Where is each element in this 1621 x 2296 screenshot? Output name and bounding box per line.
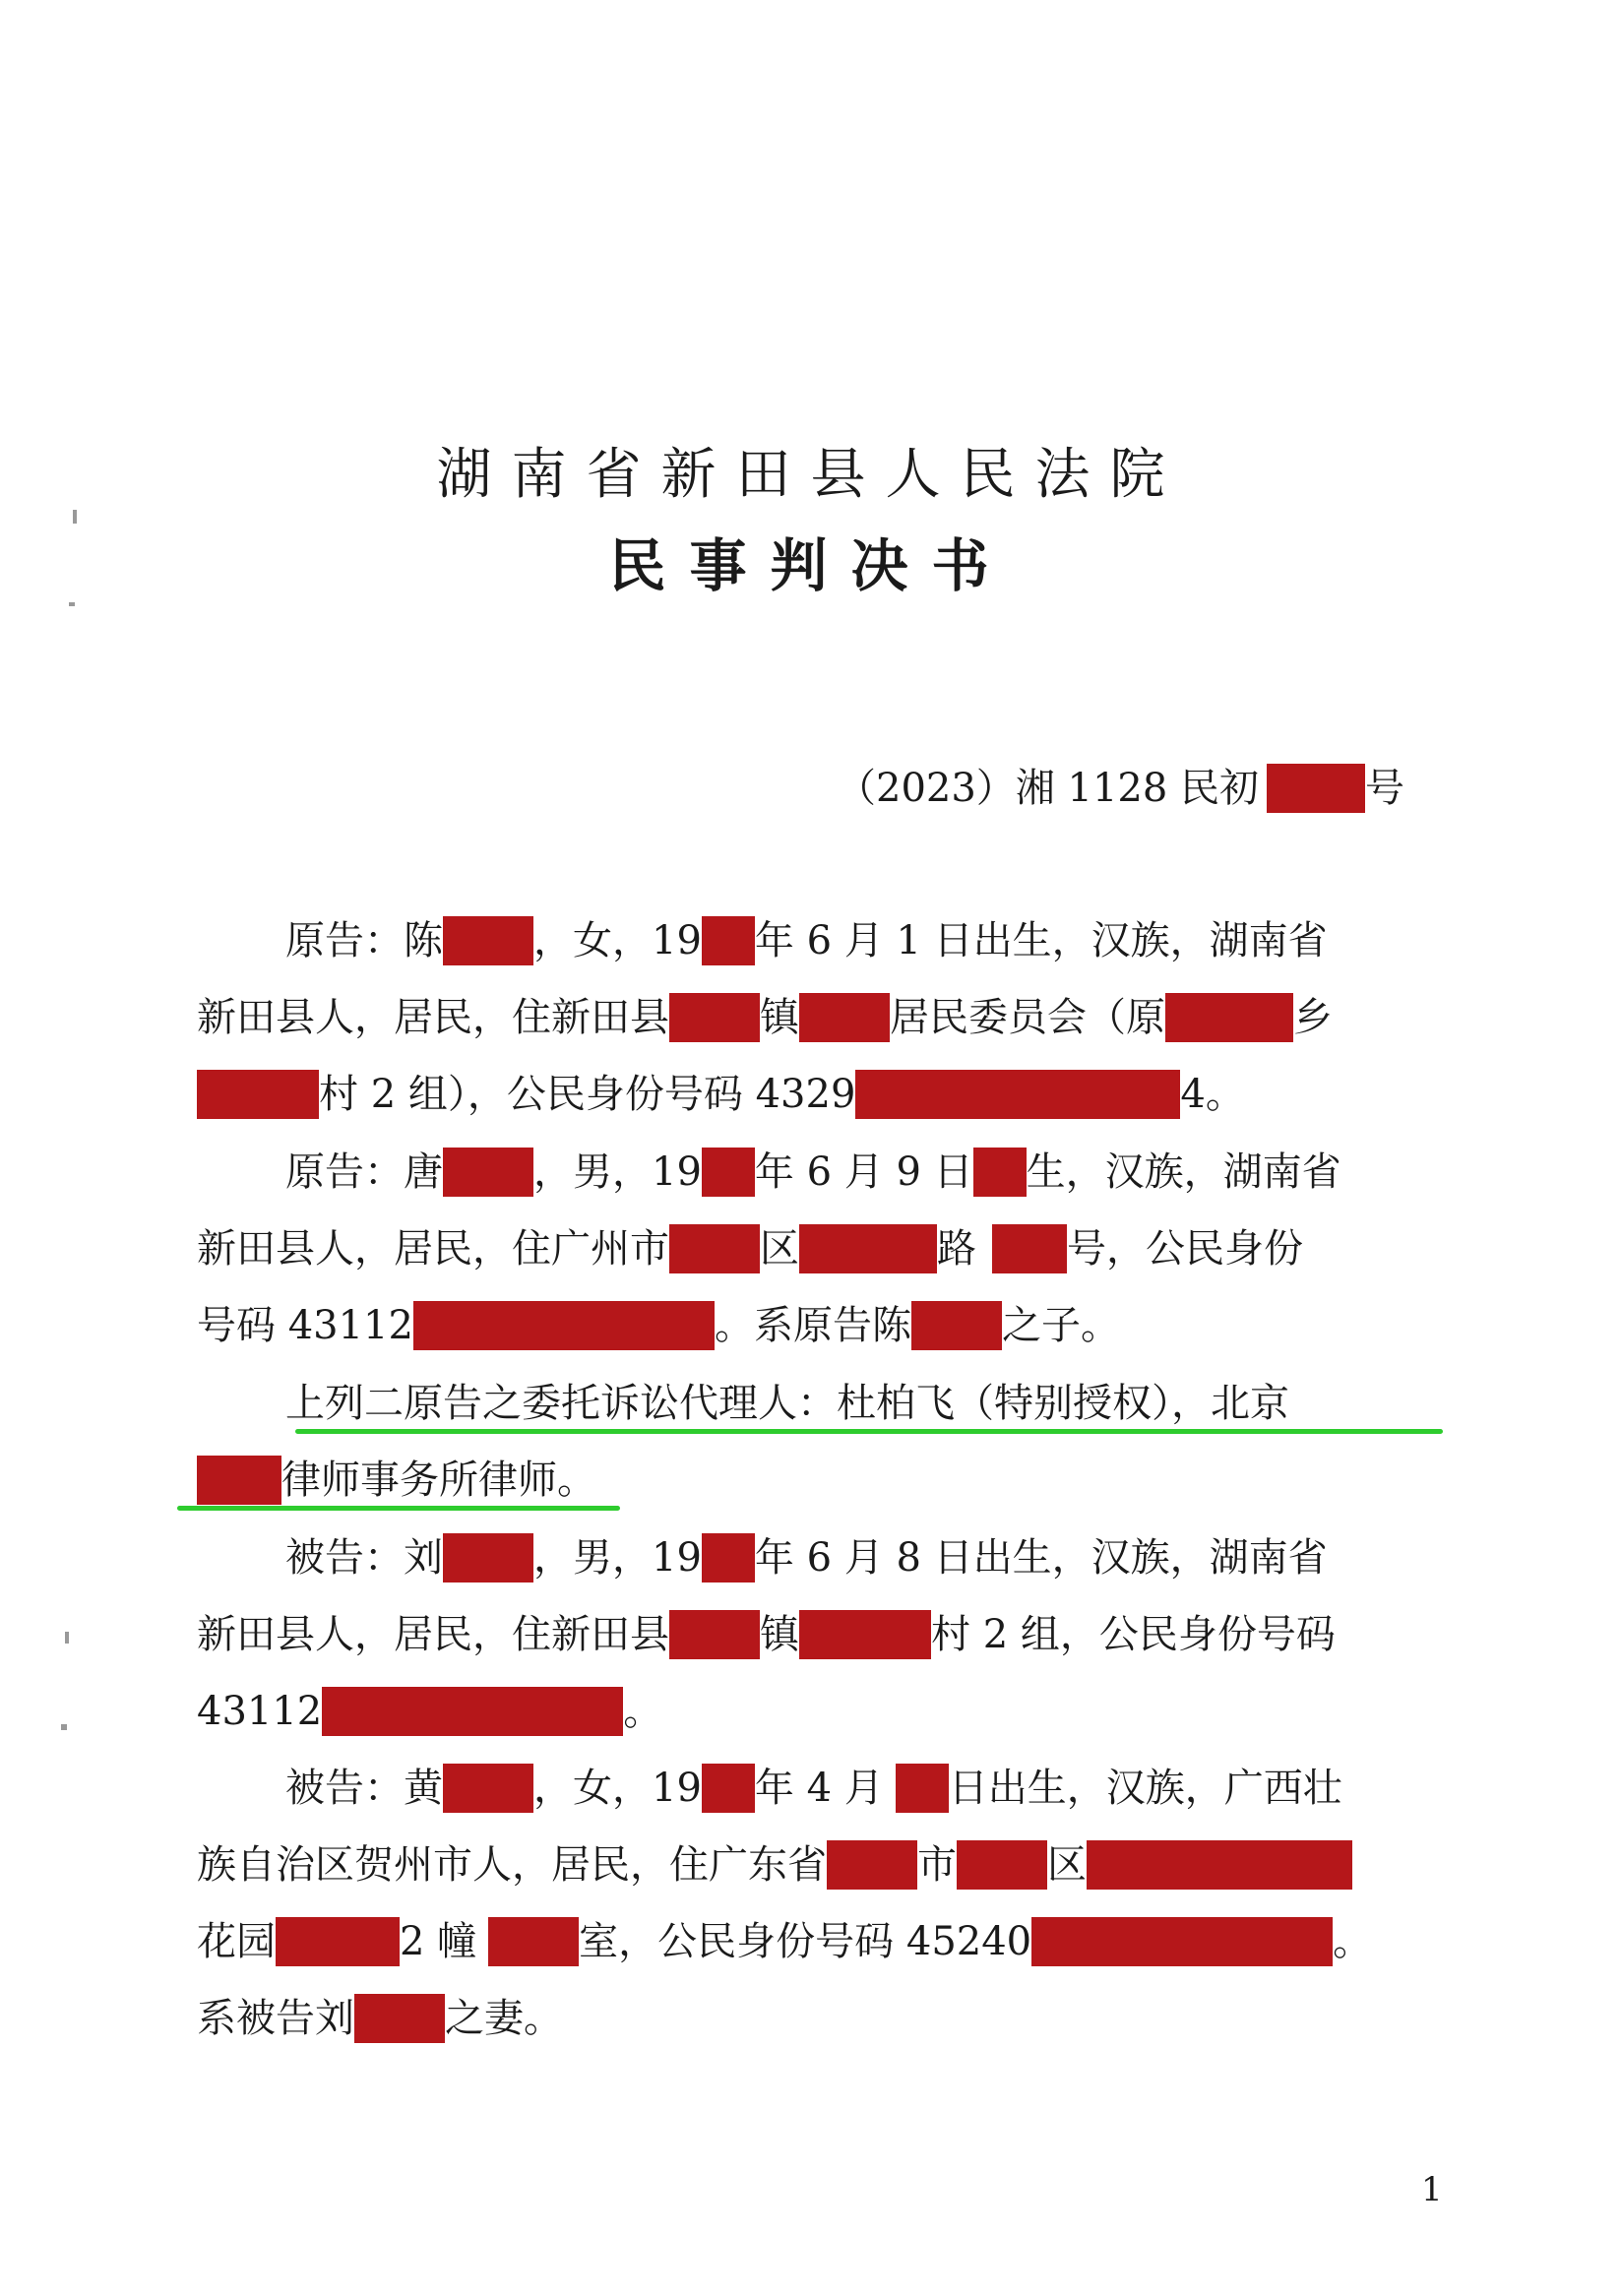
text-fragment: 系被告刘 (197, 1996, 354, 2041)
text-fragment: 日出生，汉族，广西壮 (948, 1766, 1342, 1811)
text-fragment: 年 6 月 1 日出生，汉族，湖南省 (754, 918, 1328, 963)
text-fragment: 路 (937, 1226, 976, 1272)
redaction-block (702, 916, 755, 965)
text-fragment: ，男，19 (533, 1535, 702, 1581)
text-fragment: ，女，19 (533, 918, 702, 963)
green-underline (295, 1429, 1443, 1434)
text-fragment: 区 (1047, 1842, 1087, 1888)
redaction-block (973, 1148, 1027, 1197)
text-fragment: 之妻。 (445, 1996, 563, 2041)
court-name: 湖南省新田县人民法院 (436, 443, 1185, 507)
plaintiff2-line1 (285, 1147, 1341, 1198)
text-fragment: 生，汉族，湖南省 (1026, 1149, 1341, 1195)
text-fragment: ，男，19 (533, 1149, 702, 1195)
text-fragment: 室，公民身份号码 45240 (579, 1919, 1032, 1964)
defendant1-line2 (197, 1609, 1336, 1660)
text-fragment: 乡 (1293, 995, 1333, 1040)
redaction-block (1267, 764, 1365, 813)
document-type-title: 民事判决书 (608, 532, 1013, 599)
redaction-block (488, 1917, 579, 1966)
redaction-block (957, 1840, 1047, 1890)
text-fragment: 原告：陈 (285, 918, 443, 963)
text-fragment: 族自治区贺州市人，居民，住广东省 (197, 1842, 827, 1888)
text-fragment: 。系原告陈 (714, 1303, 911, 1348)
redaction-block (1087, 1840, 1352, 1890)
defendant2-line4 (197, 1993, 563, 2044)
text-fragment: 新田县人，居民，住新田县 (197, 995, 669, 1040)
redaction-block (443, 1533, 533, 1582)
defendant1-line1 (285, 1532, 1328, 1583)
redaction-block (1031, 1917, 1333, 1966)
case-number (837, 763, 1404, 814)
redaction-block (443, 1148, 533, 1197)
text-fragment: ，女，19 (533, 1766, 702, 1811)
text-fragment: 花园 (197, 1919, 276, 1964)
plaintiff1-line1 (285, 915, 1328, 966)
text-fragment: 号 (1365, 766, 1405, 811)
redaction-block (197, 1456, 281, 1505)
redaction-block (799, 1224, 937, 1273)
defendant2-line1 (285, 1763, 1342, 1814)
text-fragment: 年 6 月 8 日出生，汉族，湖南省 (754, 1535, 1328, 1581)
redaction-block (799, 993, 890, 1042)
text-fragment: 镇 (760, 995, 799, 1040)
redaction-block (443, 1764, 533, 1813)
text-fragment: 。 (623, 1689, 663, 1734)
redaction-block (896, 1764, 949, 1813)
redaction-block (413, 1301, 715, 1350)
redaction-block (702, 1764, 755, 1813)
text-fragment: 2 幢 (400, 1919, 477, 1964)
plaintiff2-line2 (197, 1223, 1303, 1274)
plaintiff2-line3 (197, 1300, 1120, 1351)
scan-speck (61, 1724, 67, 1730)
redaction-block (197, 1070, 319, 1119)
page-number: 1 (1421, 2170, 1443, 2209)
redaction-block (1165, 993, 1293, 1042)
redaction-block (276, 1917, 400, 1966)
text-fragment: 被告：黄 (285, 1766, 443, 1811)
text-fragment: 新田县人，居民，住新田县 (197, 1612, 669, 1657)
text-fragment: 之子。 (1001, 1303, 1120, 1348)
agent-line1 (285, 1378, 1289, 1429)
text-fragment: 新田县人，居民，住广州市 (197, 1226, 669, 1272)
scan-speck (65, 1632, 69, 1644)
redaction-block (669, 1610, 760, 1659)
text-fragment: 村 2 组），公民身份号码 4329 (319, 1072, 856, 1117)
text-fragment: 区 (760, 1226, 799, 1272)
green-underline (177, 1506, 620, 1511)
plaintiff1-line2 (197, 992, 1333, 1043)
plaintiff1-line3 (197, 1069, 1245, 1120)
text-fragment: 年 4 月 (754, 1766, 884, 1811)
text-fragment: 律师事务所律师。 (281, 1458, 596, 1503)
redaction-block (799, 1610, 931, 1659)
redaction-block (702, 1148, 755, 1197)
redaction-block (669, 993, 760, 1042)
redaction-block (911, 1301, 1002, 1350)
text-fragment: 镇 (760, 1612, 799, 1657)
defendant2-line3 (197, 1916, 1372, 1967)
text-fragment: 号，公民身份 (1067, 1226, 1303, 1272)
text-fragment: 号码 43112 (197, 1303, 413, 1348)
text-fragment: 村 2 组，公民身份号码 (931, 1612, 1336, 1657)
text-fragment: 原告：唐 (285, 1149, 443, 1195)
redaction-block (827, 1840, 917, 1890)
redaction-block (322, 1687, 623, 1736)
text-fragment: 居民委员会（原 (890, 995, 1165, 1040)
redaction-block (855, 1070, 1180, 1119)
redaction-block (443, 916, 533, 965)
defendant1-line3 (197, 1686, 662, 1737)
agent-line2 (197, 1455, 596, 1506)
redaction-block (702, 1533, 755, 1582)
defendant2-line2 (197, 1839, 1352, 1891)
redaction-block (992, 1224, 1067, 1273)
text-fragment: 43112 (197, 1689, 323, 1734)
redaction-block (354, 1994, 445, 2043)
text-fragment: 年 6 月 9 日 (754, 1149, 973, 1195)
text-fragment: 。 (1333, 1919, 1373, 1964)
redaction-block (669, 1224, 760, 1273)
text-fragment: 市 (917, 1842, 957, 1888)
text-fragment: 被告：刘 (285, 1535, 443, 1581)
text-fragment: 4。 (1180, 1072, 1245, 1117)
text-fragment: （2023）湘 1128 民初 (837, 766, 1260, 811)
text-fragment: 上列二原告之委托诉讼代理人：杜柏飞（特别授权），北京 (285, 1381, 1289, 1426)
scan-speck (69, 602, 75, 606)
